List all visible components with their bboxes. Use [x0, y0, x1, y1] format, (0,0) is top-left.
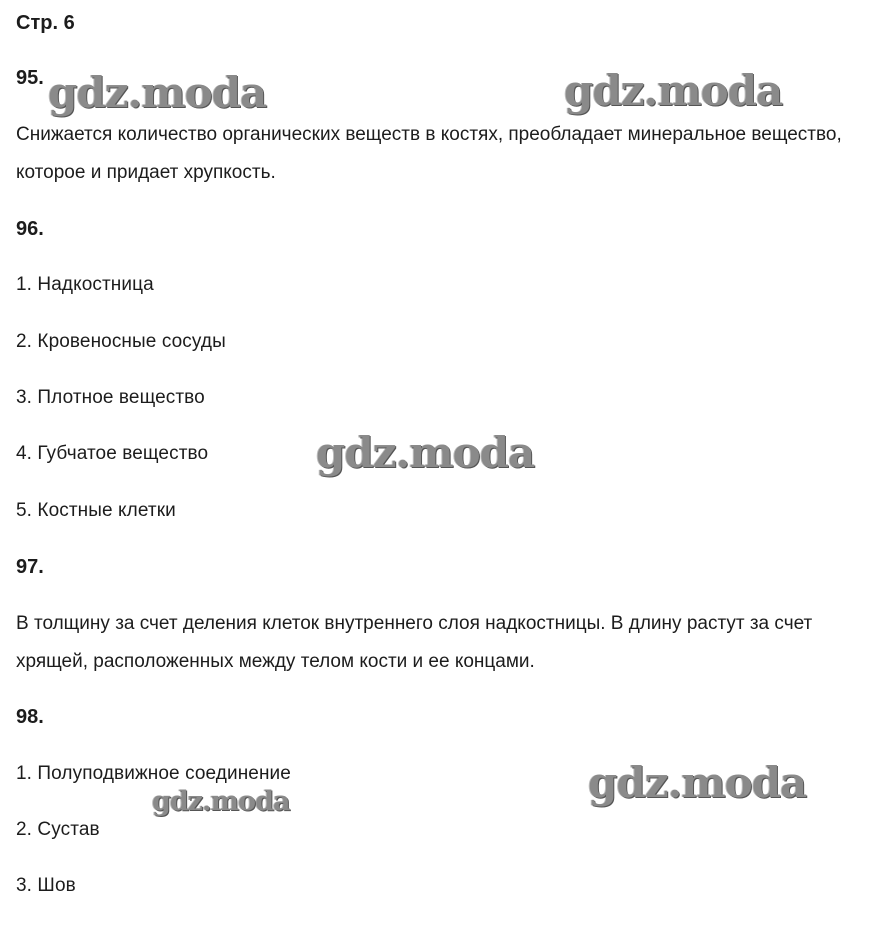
task-96-item-3: 3. Плотное вещество: [16, 387, 205, 408]
task-97-answer: В толщину за счет деления клеток внутреннего слоя надкостницы. В длину растут за счет хрящей, расположенных между телом кости и ее концами.: [16, 613, 813, 672]
task-96-item-5: 5. Костные клетки: [16, 500, 176, 521]
task-95-number: 95.: [16, 67, 44, 89]
task-96-item-2: 2. Кровеносные сосуды: [16, 331, 226, 352]
task-98-number: 98.: [16, 706, 44, 728]
task-98-item-1: 1. Полуподвижное соединение: [16, 763, 291, 784]
task-95-answer: Снижается количество органических веществ в костях, преобладает минеральное вещество, которое и придает хрупкость.: [16, 124, 842, 183]
watermark-logo: gdz.moda: [564, 66, 783, 115]
watermark-logo: gdz.moda: [588, 758, 807, 807]
task-96-item-1: 1. Надкостница: [16, 274, 154, 295]
page-label: Стр. 6: [16, 12, 75, 34]
task-98-item-3: 3. Шов: [16, 875, 76, 896]
task-96-item-4: 4. Губчатое вещество: [16, 443, 209, 464]
task-98-item-2: 2. Сустав: [16, 819, 100, 840]
task-97-number: 97.: [16, 556, 44, 578]
watermark-logo: gdz.moda: [316, 428, 535, 477]
task-96-number: 96.: [16, 218, 44, 240]
watermark-logo: gdz.moda: [48, 68, 267, 117]
watermark-logo: gdz.moda: [152, 786, 290, 817]
